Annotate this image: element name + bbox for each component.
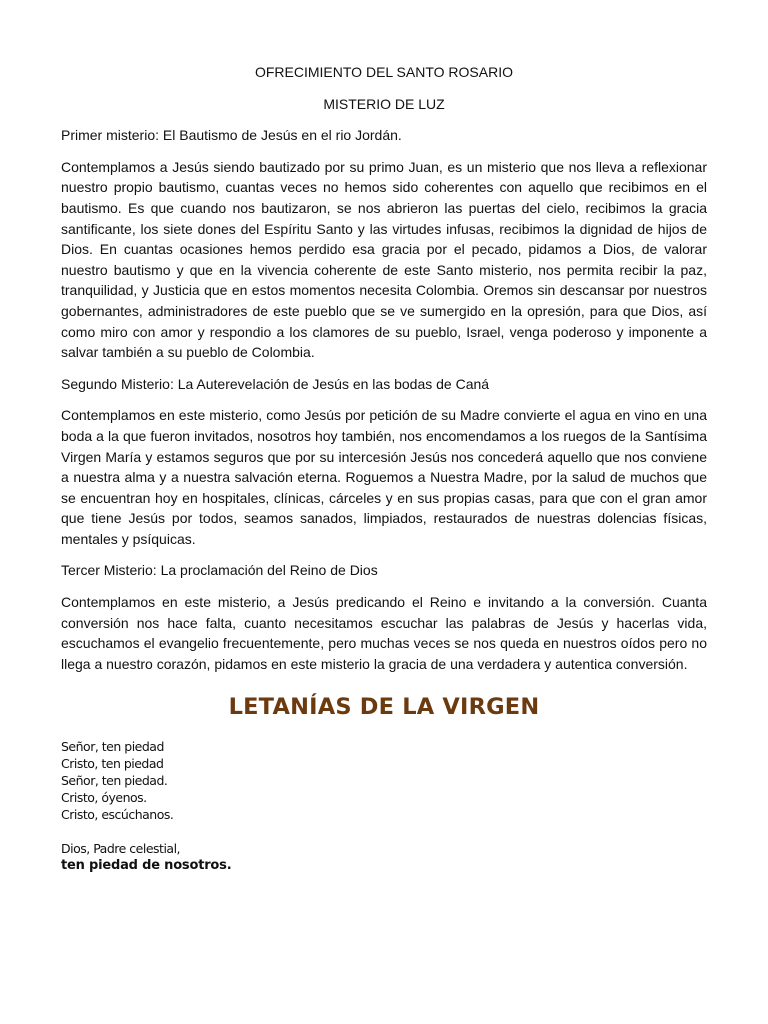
document-title: OFRECIMIENTO DEL SANTO ROSARIO — [254, 64, 513, 80]
litany-title: LETANÍAS DE LA VIRGEN — [228, 694, 540, 721]
litany-spacer — [61, 823, 707, 840]
mystery-1-text: Contemplamos a Jesús siendo bautizado por su primo Juan, es un misterio que nos lleva a reflexionar nuestro propio bautismo, cuantas veces no hemos sido coherentes con aquello que recibimos en el bautismo. Es que cuando nos bautizaron, se nos abrieron las puertas del cielo, recibimos la gracia santificante, los siete dones del Espíritu Santo y las virtudes infusas, recibimos la dignidad de hijos de Dios. En cuantas ocasiones hemos perdido esa gracia por el pecado, pidamos a Dios, de valorar nuestro bautismo y que en la vivencia coherente de este Santo misterio, nos permita recibir la paz, tranquilidad, y Justicia que en estos momentos necesita Colombia. Oremos sin descansar por nuestros gobernantes, administradores de este pueblo que se ve sumergido en la opresión, para que Dios, así como miro con amor y respondio a los clamores de su pueblo, Israel, venga poderoso y imponente a salvar también a su pueblo de Colombia. — [61, 158, 707, 361]
litany-invocation: Dios, Padre celestial, — [61, 841, 181, 857]
litany-response: ten piedad de nosotros. — [61, 858, 232, 874]
litany-block — [61, 738, 707, 875]
mystery-2-heading: Segundo Misterio: La Auterevelación de Jesús en las bodas de Caná — [61, 375, 490, 392]
mystery-2-text: Contemplamos en este misterio, como Jesús por petición de su Madre convierte el agua en vino en una boda a la que fueron invitados, nosotros hoy también, nos encomendamos a los ruegos de la Santísima Virgen María y estamos seguros que por su intercesión Jesús nos concederá aquello que nos conviene a nuestra alma y a nuestra salvación eterna. Roguemos a Nuestra Madre, por la salud de muchos que se encuentran hoy en hospitales, clínicas, cárceles y en sus propias casas, para que con el gran amor que tiene Jesús por todos, seamos sanados, limpiados, restaurados de nuestras dolencias físicas, mentales y psíquicas. — [61, 407, 707, 547]
mystery-1-heading: Primer misterio: El Bautismo de Jesús en el rio Jordán. — [61, 127, 402, 144]
litany-line: Cristo, escúchanos. — [61, 807, 174, 823]
litany-line: Señor, ten piedad — [61, 739, 164, 755]
litany-line: Cristo, óyenos. — [61, 790, 147, 806]
litany-line: Cristo, ten piedad — [61, 756, 164, 772]
document-subtitle: MISTERIO DE LUZ — [323, 95, 445, 112]
mystery-3-heading: Tercer Misterio: La proclamación del Reino de Dios — [61, 562, 378, 579]
mystery-3-text: Contemplamos en este misterio, a Jesús predicando el Reino e invitando a la conversión. Cuanta conversión nos hace falta, cuanto necesitamos escuchar las palabras de Jesús y hacerlas vida, escuchamos el evangelio frecuentemente, pero muchas veces se nos queda en nuestros oídos pero no llega a nuestro corazón, pidamos en este misterio la gracia de una verdadera y autentica conversión. — [61, 594, 707, 672]
litany-line: Señor, ten piedad. — [61, 773, 168, 789]
